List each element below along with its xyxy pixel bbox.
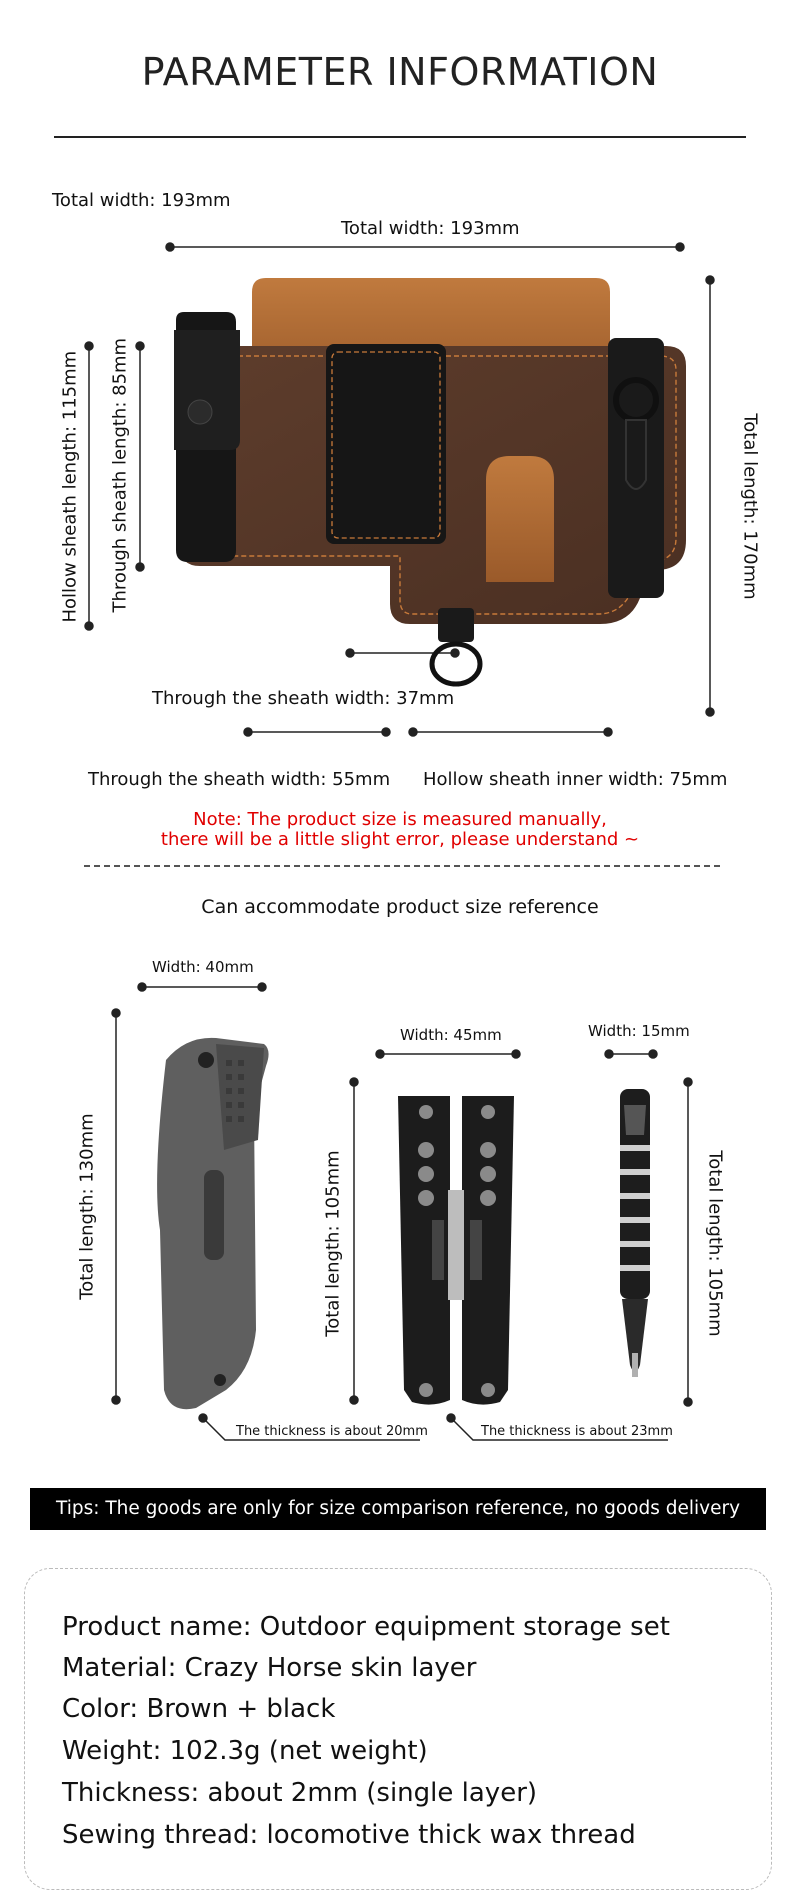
note-line-2: there will be a little slight error, please understand ~ bbox=[160, 829, 640, 850]
tips-banner: Tips: The goods are only for size comparison reference, no goods delivery bbox=[30, 1488, 766, 1530]
screwdriver-length-label: Total length: 105mm bbox=[704, 1150, 726, 1337]
label-through-width-37: Through the sheath width: 37mm bbox=[152, 688, 455, 709]
spec-material: Material: Crazy Horse skin layer bbox=[62, 1653, 477, 1683]
note-line-1: Note: The product size is measured manually, bbox=[193, 809, 607, 830]
page-title: PARAMETER INFORMATION bbox=[141, 50, 659, 94]
label-total-width-left: Total width: 193mm bbox=[52, 190, 231, 211]
spec-product-name: Product name: Outdoor equipment storage set bbox=[62, 1612, 670, 1642]
label-through-sheath-length: Through sheath length: 85mm bbox=[109, 337, 131, 613]
label-total-length-170: Total length: 170mm bbox=[739, 413, 761, 600]
leather-sheath-image bbox=[160, 270, 700, 720]
spec-weight: Weight: 102.3g (net weight) bbox=[62, 1736, 428, 1766]
knife-thickness-label: The thickness is about 20mm bbox=[236, 1424, 428, 1439]
folding-knife-image bbox=[146, 1030, 276, 1420]
screwdriver-width-label: Width: 15mm bbox=[588, 1022, 690, 1040]
knife-width-label: Width: 40mm bbox=[152, 958, 254, 976]
knife-length-label: Total length: 130mm bbox=[76, 1113, 98, 1300]
spec-color: Color: Brown + black bbox=[62, 1694, 336, 1724]
label-total-width-top: Total width: 193mm bbox=[341, 218, 520, 239]
label-hollow-sheath-length: Hollow sheath length: 115mm bbox=[59, 350, 81, 623]
multi-pliers-image bbox=[392, 1090, 522, 1410]
label-through-width-55: Through the sheath width: 55mm bbox=[88, 769, 391, 790]
spec-sewing-thread: Sewing thread: locomotive thick wax thread bbox=[62, 1820, 636, 1850]
screwdriver-image bbox=[612, 1085, 658, 1385]
section-divider bbox=[84, 865, 720, 867]
pliers-width-label: Width: 45mm bbox=[400, 1026, 502, 1044]
pliers-length-label: Total length: 105mm bbox=[322, 1150, 344, 1337]
spec-thickness: Thickness: about 2mm (single layer) bbox=[62, 1778, 538, 1808]
reference-title: Can accommodate product size reference bbox=[201, 896, 599, 918]
label-hollow-inner-width: Hollow sheath inner width: 75mm bbox=[423, 769, 728, 790]
pliers-thickness-label: The thickness is about 23mm bbox=[481, 1424, 673, 1439]
